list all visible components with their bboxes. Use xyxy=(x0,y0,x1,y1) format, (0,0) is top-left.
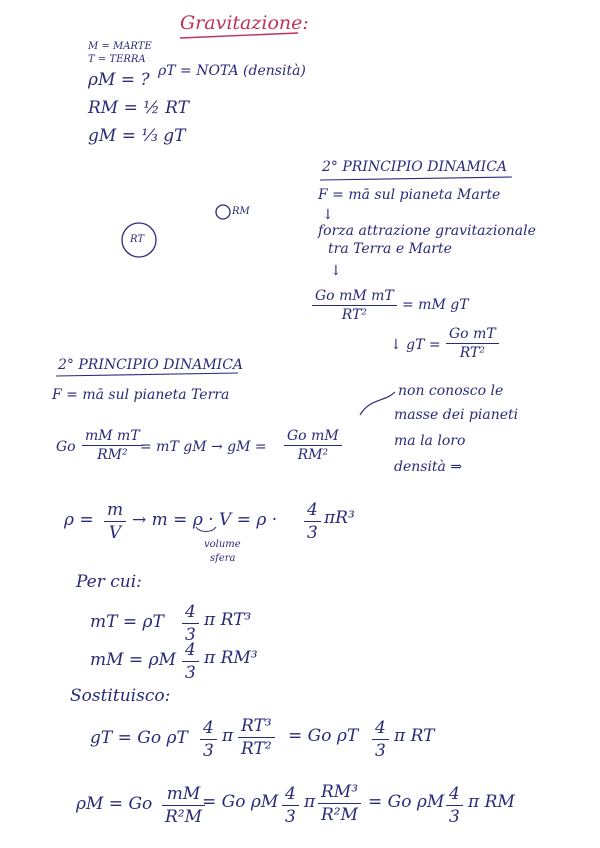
right-eq2-lhs: ↓ gT = xyxy=(390,337,441,353)
note-leader-curve xyxy=(360,392,395,415)
rho-eq-frac1: $\frac{mM}{\text{R²M}}$ xyxy=(162,784,205,827)
left-eq-prefix: Go xyxy=(56,439,76,455)
density-sphere-fraction: $\frac{4}{3}$ xyxy=(304,500,321,543)
rho-eq-rhs1: = Go ρM xyxy=(368,792,445,812)
mass-t-fraction: $\frac{4}{3}$ xyxy=(182,602,199,645)
density-lhs: ρ = xyxy=(64,510,94,530)
right-arrow2: ↓ xyxy=(330,263,342,279)
mars-label: RM xyxy=(232,206,250,217)
volume-note-1: volume xyxy=(204,539,241,550)
mass-m-fraction: $\frac{4}{3}$ xyxy=(182,640,199,683)
given-rho-t: ρT = NOTA (densità) xyxy=(158,63,306,79)
note-line2: masse dei pianeti xyxy=(394,407,519,423)
right-line2: forza attrazione gravitazionale xyxy=(318,223,536,239)
left-line1: F = mā sul pianeta Terra xyxy=(52,387,230,403)
page-title: Gravitazione: xyxy=(180,12,309,34)
right-eq-fraction: $\frac{\text{Go mM mT}}{\text{RT²}}$ xyxy=(312,288,397,323)
rho-eq-rhs2: π RM xyxy=(468,792,515,812)
left-heading: 2° PRINCIPIO DINAMICA xyxy=(58,357,244,373)
left-eq-fraction: $\frac{\text{mM mT}}{\text{RM²}}$ xyxy=(82,428,143,463)
rho-eq-frac2: $\frac{4}{3}$ xyxy=(282,784,299,827)
rho-eq-frac3: $\frac{\text{RM³}}{\text{R²M}}$ xyxy=(318,782,361,825)
left-eq-mid: = mT gM → gM = xyxy=(140,439,267,455)
rho-eq-lhs: ρM = Go xyxy=(76,794,153,814)
mass-t-lhs: mT = ρT xyxy=(90,612,164,632)
mass-m-lhs: mM = ρM xyxy=(90,650,176,670)
left-eq-fraction2: $\frac{\text{Go mM}}{\text{RM²}}$ xyxy=(284,428,342,463)
gt-eq-rhs1: = Go ρT xyxy=(288,726,359,746)
gt-eq-pi: π xyxy=(222,726,234,746)
earth-label: RT xyxy=(130,234,145,245)
right-line1: F = mā sul pianeta Marte xyxy=(318,187,501,203)
rho-eq-pi: π xyxy=(304,792,316,812)
right-arrow1: ↓ xyxy=(322,207,334,223)
density-rest: → m = ρ · V = ρ · xyxy=(132,510,278,530)
given-r-m: RM = ½ RT xyxy=(88,98,189,118)
sostituisco-label: Sostituisco: xyxy=(70,686,171,706)
legend-mars: M = MARTE xyxy=(88,41,152,52)
rho-eq-mid: = Go ρM xyxy=(202,792,279,812)
density-fraction: $\frac{m}{V}$ xyxy=(104,500,126,543)
right-heading: 2° PRINCIPIO DINAMICA xyxy=(322,159,508,175)
note-line3: ma la loro xyxy=(394,433,466,449)
mass-m-tail: π RM³ xyxy=(204,648,258,668)
gt-eq-frac3: $\frac{4}{3}$ xyxy=(372,718,389,761)
given-g-m: gM = ⅓ gT xyxy=(88,126,186,146)
gt-eq-rhs2: π RT xyxy=(394,726,435,746)
right-eq2-fraction: $\frac{\text{Go mT}}{\text{RT²}}$ xyxy=(446,326,499,361)
per-cui-label: Per cui: xyxy=(76,572,142,592)
note-line4: densità ⇒ xyxy=(394,459,463,475)
gt-eq-lhs: gT = Go ρT xyxy=(90,728,188,748)
right-eq-rhs: = mM gT xyxy=(402,297,469,313)
density-sphere-tail: πR³ xyxy=(324,508,355,528)
rho-eq-frac4: $\frac{4}{3}$ xyxy=(446,784,463,827)
volume-note-2: sfera xyxy=(210,553,236,564)
given-rho-m: ρM = ? xyxy=(88,70,150,90)
mars-circle-icon xyxy=(216,205,230,219)
gt-eq-frac1: $\frac{4}{3}$ xyxy=(200,718,217,761)
legend-earth: T = TERRA xyxy=(88,54,146,65)
right-line3: tra Terra e Marte xyxy=(328,241,452,257)
note-line1: non conosco le xyxy=(398,383,504,399)
mass-t-tail: π RT³ xyxy=(204,610,252,630)
gt-eq-frac2: $\frac{\text{RT³}}{\text{RT²}}$ xyxy=(238,716,275,759)
